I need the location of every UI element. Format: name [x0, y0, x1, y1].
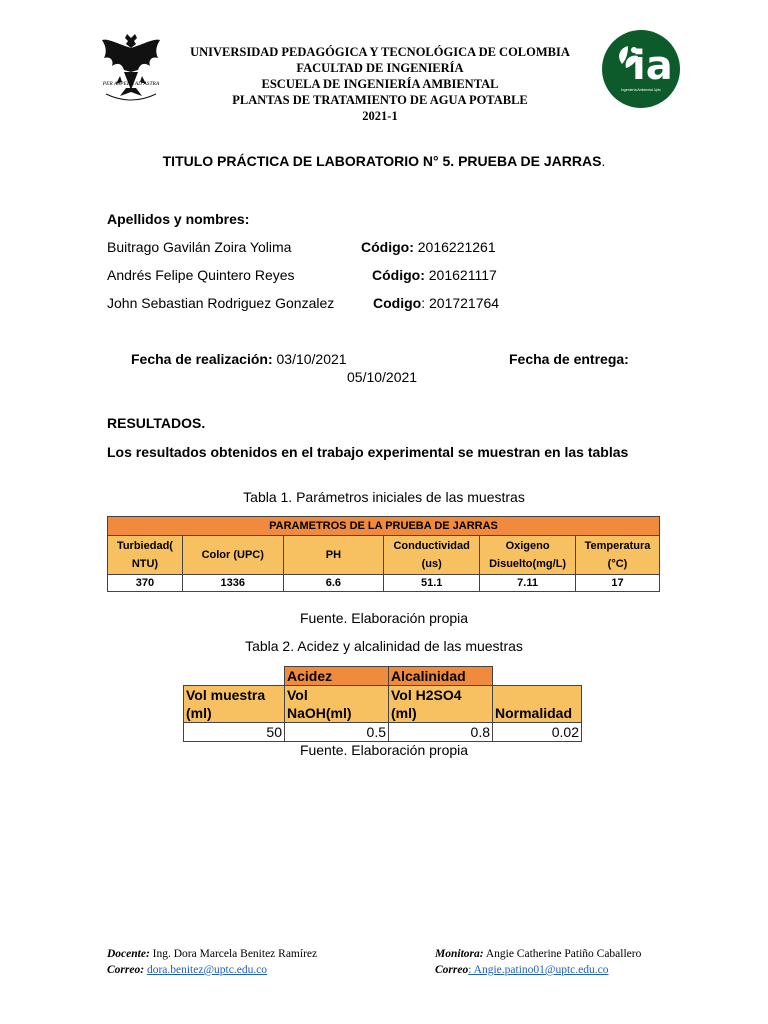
results-heading: RESULTADOS. [107, 415, 206, 431]
table1-cell: 6.6 [283, 575, 384, 592]
table1-source: Fuente. Elaboración propia [299, 610, 469, 626]
table1-col-header: PH [283, 536, 384, 575]
ia-logo-text: ia [632, 43, 673, 89]
ia-logo-caption: Ingeniería Ambiental Uptc [620, 88, 662, 92]
table1-cell: 1336 [182, 575, 283, 592]
table1-col-header: Turbiedad( NTU) [108, 536, 183, 575]
table1-cell: 17 [576, 575, 660, 592]
fecha-realizacion: Fecha de realización: 03/10/2021 [131, 351, 347, 367]
table1-caption: Tabla 1. Parámetros iniciales de las muestras [243, 489, 525, 505]
table2-cell: 0.5 [285, 723, 389, 742]
monitora-email-line: Correo: Angie.patino01@uptc.edu.co [435, 964, 609, 976]
group-header-acidez: Acidez [285, 667, 389, 686]
header-line: 2021-1 [362, 109, 398, 123]
table-2 [183, 666, 582, 742]
table2-col-header: Vol H2SO4 (ml) [389, 686, 493, 723]
page-title: TITULO PRÁCTICA DE LABORATORIO N° 5. PRUEBA DE JARRAS. [162, 153, 606, 169]
table2-cell: 0.8 [389, 723, 493, 742]
authors-heading: Apellidos y nombres: [107, 211, 250, 227]
author-name: Buitrago Gavilán Zoira Yolima [107, 239, 292, 255]
table1-title: PARAMETROS DE LA PRUEBA DE JARRAS [108, 517, 660, 536]
author-code: Codigo: 201721764 [373, 295, 500, 311]
table2-col-header: Vol NaOH(ml) [285, 686, 389, 723]
fecha-entrega-value: 05/10/2021 [347, 369, 418, 385]
results-intro: Los resultados obtenidos en el trabajo experimental se muestran en las tablas [107, 444, 629, 460]
crest-motto: PER ASPERA AD ASTRA [102, 81, 160, 87]
table2-cell: 0.02 [493, 723, 582, 742]
monitora-email-link[interactable]: : Angie.patino01@uptc.edu.co [468, 964, 609, 976]
table2-col-header: Vol muestra (ml) [184, 686, 285, 723]
table-1 [107, 516, 660, 592]
table2-cell: 50 [184, 723, 285, 742]
author-name: Andrés Felipe Quintero Reyes [107, 267, 295, 283]
table1-cell: 370 [108, 575, 183, 592]
docente-email-line: Correo: dora.benitez@uptc.edu.co [107, 964, 268, 976]
author-name: John Sebastian Rodriguez Gonzalez [107, 295, 335, 311]
header-line: FACULTAD DE INGENIERÍA [296, 61, 464, 75]
table2-col-header: Normalidad [493, 686, 582, 723]
header-line: ESCUELA DE INGENIERÍA AMBIENTAL [261, 77, 499, 91]
table2-caption: Tabla 2. Acidez y alcalinidad de las muestras [245, 638, 523, 654]
table1-col-header: Oxigeno Disuelto(mg/L) [480, 536, 576, 575]
monitora-line: Monitora: Angie Catherine Patiño Caballero [435, 948, 642, 960]
table1-cell: 7.11 [480, 575, 576, 592]
author-code: Código: 2016221261 [361, 239, 496, 255]
table2-source: Fuente. Elaboración propia [299, 742, 469, 758]
author-code: Código: 201621117 [372, 267, 497, 283]
institution-header [150, 44, 610, 124]
table1-cell: 51.1 [384, 575, 480, 592]
fecha-entrega-label: Fecha de entrega: [509, 351, 629, 367]
header-line: PLANTAS DE TRATAMIENTO DE AGUA POTABLE [232, 93, 528, 107]
header-line: UNIVERSIDAD PEDAGÓGICA Y TECNOLÓGICA DE COLOMBIA [190, 45, 570, 59]
group-header-alcalinidad: Alcalinidad [389, 667, 493, 686]
table1-col-header: Temperatura (°C) [576, 536, 660, 575]
docente-email-link[interactable]: dora.benitez@uptc.edu.co [146, 964, 268, 976]
table1-col-header: Conductividad (us) [384, 536, 480, 575]
ia-logo [602, 30, 680, 108]
table1-col-header: Color (UPC) [182, 536, 283, 575]
docente-line: Docente: Ing. Dora Marcela Benitez Ramírez [107, 948, 318, 960]
